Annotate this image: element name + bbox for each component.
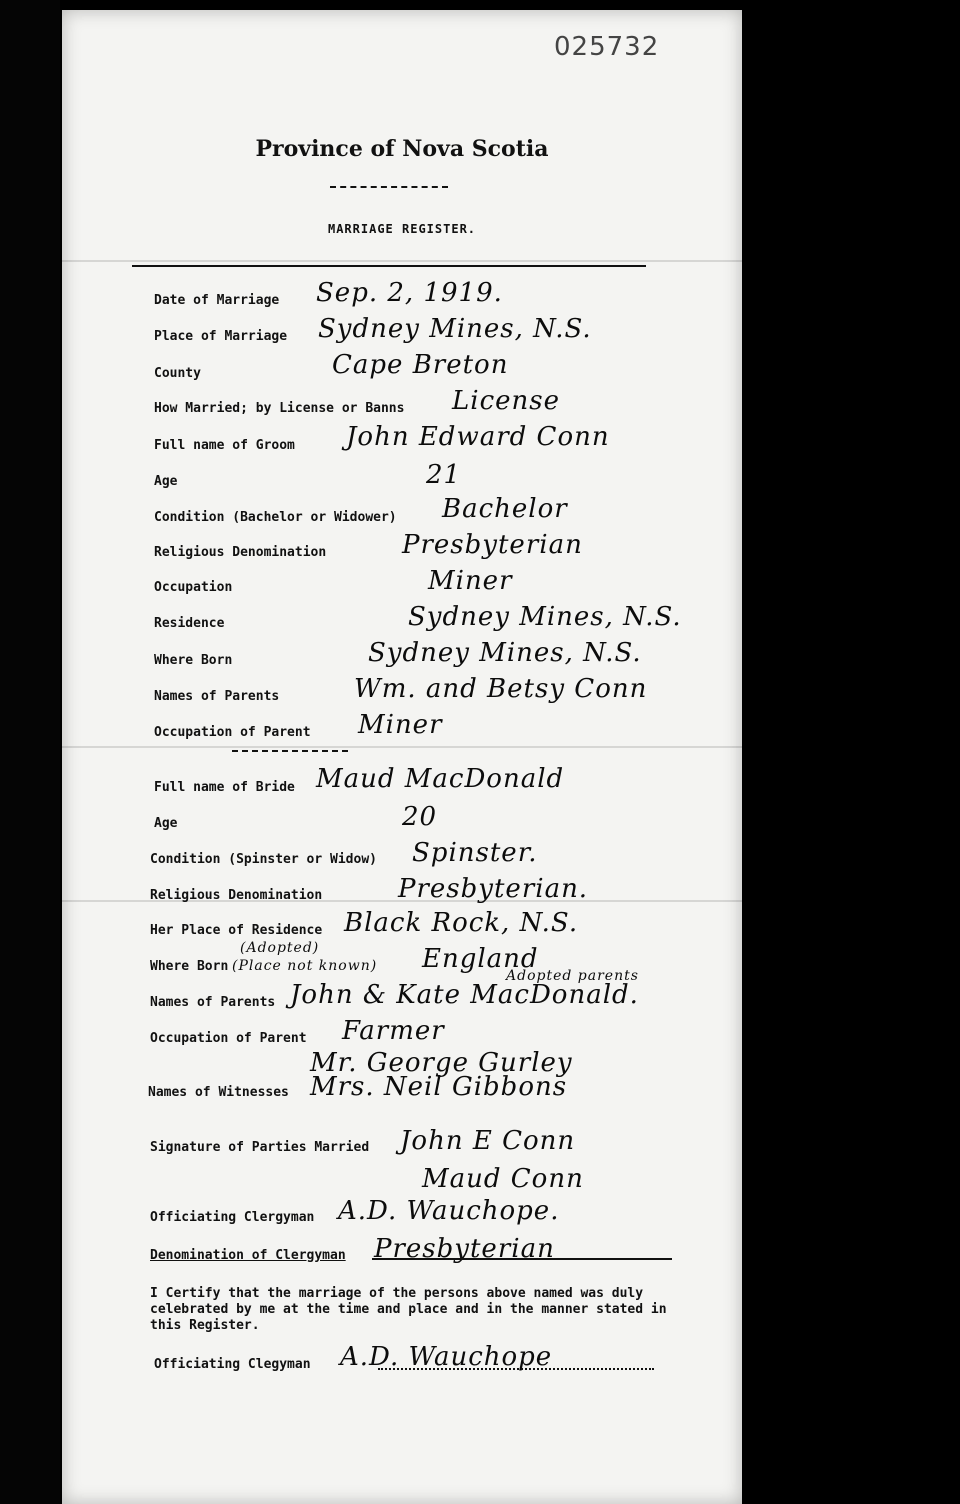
field-value: Sydney Mines, N.S. [408, 602, 682, 632]
field-value: John Edward Conn [346, 422, 610, 452]
section-divider [232, 750, 348, 752]
field-value: Wm. and Betsy Conn [354, 674, 648, 704]
field-label: Age [154, 474, 178, 489]
reference-number: 025732 [554, 32, 660, 62]
field-label: County [154, 366, 201, 381]
field-label: Religious Denomination [150, 888, 323, 903]
certification-text: I Certify that the marriage of the persons above named was duly celebrated by me at the time and place and in the manner stated in this Register. [150, 1286, 667, 1333]
signature-bride: Maud Conn [422, 1164, 584, 1194]
field-value: John & Kate MacDonald. [290, 980, 639, 1010]
underline [372, 1258, 672, 1260]
field-label: Signature of Parties Married [150, 1140, 370, 1155]
field-label: Officiating Clergyman [150, 1210, 315, 1225]
field-value: 21 [426, 460, 462, 490]
field-label: Condition (Bachelor or Widower) [154, 510, 397, 525]
annotation-adopted: (Adopted) [240, 940, 320, 956]
signature-groom: John E Conn [400, 1126, 576, 1156]
signature-line [378, 1368, 654, 1370]
field-label: Date of Marriage [154, 293, 280, 308]
field-label: Her Place of Residence [150, 923, 323, 938]
field-label: Denomination of Clergyman [150, 1248, 346, 1263]
field-label: How Married; by License or Banns [154, 401, 405, 416]
field-label: Names of Parents [150, 995, 276, 1010]
field-label: Residence [154, 616, 225, 631]
paper-fold [62, 260, 742, 262]
province-heading: Province of Nova Scotia [255, 136, 549, 162]
field-label: Age [154, 816, 178, 831]
paper-fold [62, 746, 742, 748]
field-label: Occupation of Parent [150, 1031, 307, 1046]
field-label: Names of Parents [154, 689, 280, 704]
field-value: Cape Breton [332, 350, 509, 380]
register-title: MARRIAGE REGISTER. [327, 222, 477, 236]
field-value: England [422, 944, 539, 974]
field-label: Names of Witnesses [148, 1085, 289, 1100]
field-value: Presbyterian [374, 1234, 555, 1264]
field-value: Farmer [342, 1016, 445, 1046]
field-label: Full name of Groom [154, 438, 295, 453]
field-value: Black Rock, N.S. [344, 908, 579, 938]
field-label: Condition (Spinster or Widow) [150, 852, 377, 867]
field-value: License [452, 386, 561, 416]
header-rule [132, 265, 646, 267]
field-value: 20 [402, 802, 438, 832]
field-value: Sydney Mines, N.S. [368, 638, 642, 668]
field-value: Presbyterian [402, 530, 583, 560]
field-value: Sydney Mines, N.S. [318, 314, 592, 344]
certificate-signature: A.D. Wauchope [340, 1342, 553, 1372]
field-value: Bachelor [442, 494, 568, 524]
field-label: Occupation [154, 580, 233, 595]
field-value: Mrs. Neil Gibbons [310, 1072, 568, 1102]
certificate-label: Officiating Clegyman [154, 1357, 311, 1372]
field-label: Occupation of Parent [154, 725, 311, 740]
field-value: Maud MacDonald [316, 764, 565, 794]
field-value: Spinster. [412, 838, 538, 868]
witness-1: Mr. George Gurley [310, 1048, 573, 1078]
field-label: Full name of Bride [154, 780, 295, 795]
marriage-register-document [62, 10, 742, 1504]
field-label: Where Born [150, 959, 229, 974]
annotation-place-not-known: (Place not known) [232, 958, 378, 974]
field-label: Religious Denomination [154, 545, 327, 560]
field-label: Where Born [154, 653, 233, 668]
annotation-adopted-parents: Adopted parents [506, 968, 639, 984]
field-value: Miner [428, 566, 513, 596]
field-value: Presbyterian. [398, 874, 589, 904]
scan-border [0, 0, 60, 1504]
divider [330, 186, 448, 188]
field-value: Sep. 2, 1919. [316, 278, 503, 308]
field-value: Miner [358, 710, 443, 740]
clergyman-signature: A.D. Wauchope. [338, 1196, 560, 1226]
field-label: Place of Marriage [154, 329, 288, 344]
